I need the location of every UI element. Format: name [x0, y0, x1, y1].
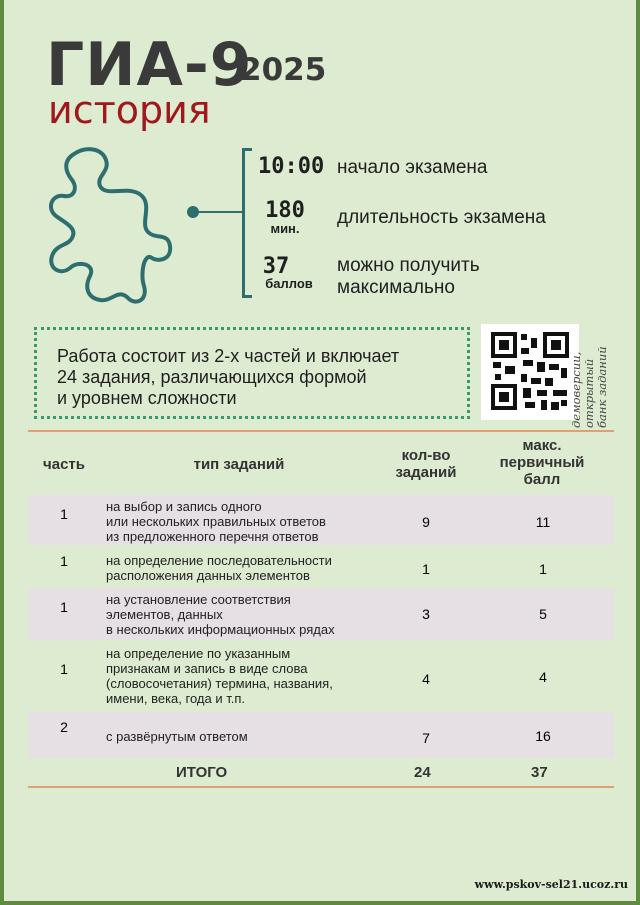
row-count: 4: [422, 671, 430, 687]
row-max: 16: [535, 728, 551, 744]
row-type: на определение последовательности расположения данных элементов: [106, 553, 332, 583]
row-max: 1: [539, 561, 547, 577]
connector-line: [192, 211, 242, 213]
start-time-label: начало экзамена: [337, 157, 488, 178]
col-header-max: макс. первичный балл: [499, 437, 585, 488]
row-max: 5: [539, 606, 547, 622]
total-count: 24: [414, 764, 431, 781]
duration-value: 180: [265, 198, 305, 223]
col-header-count: кол-во заданий: [395, 447, 457, 481]
col-header-part: часть: [43, 456, 85, 473]
table-bottom-rule: [28, 786, 614, 788]
row-type: на установление соответствия элементов, данных в нескольких информационных рядах: [106, 592, 335, 637]
max-score-label: можно получить максимально: [337, 255, 480, 298]
row-type: с развёрнутым ответом: [106, 729, 248, 744]
qr-code[interactable]: [481, 324, 579, 420]
qr-icon: [481, 324, 579, 420]
row-type: на выбор и запись одного или нескольких правильных ответов из предложенного перечня ответов: [106, 499, 326, 544]
max-score-value: 37: [262, 254, 290, 279]
row-count: 3: [422, 606, 430, 622]
duration-unit: мин.: [270, 221, 300, 236]
col-header-type: тип заданий: [193, 456, 285, 473]
row-count: 1: [422, 561, 430, 577]
site-link[interactable]: www.pskov-sel21.ucoz.ru: [474, 878, 628, 891]
row-part: 1: [60, 661, 68, 677]
start-time-value: 10:00: [258, 154, 325, 179]
page-title: ГИА-9: [46, 30, 253, 100]
total-label: ИТОГО: [176, 764, 228, 781]
row-part: 1: [60, 553, 68, 569]
sheet: [4, 0, 636, 901]
demo-link-note[interactable]: демоверсии, открытый банк заданий: [569, 346, 609, 428]
stats-bracket: [242, 148, 252, 298]
row-max: 11: [535, 514, 551, 530]
row-max: 4: [539, 669, 547, 685]
row-count: 7: [422, 730, 430, 746]
year-label: 2025: [240, 52, 327, 88]
info-line: и уровнем сложности: [57, 388, 237, 408]
max-score-unit: баллов: [265, 276, 313, 291]
subject-title: история: [48, 88, 211, 132]
row-type: на определение по указанным признакам и запись в виде слова (словосочетания) термина, названия, имени, века, года и т.п.: [106, 646, 333, 706]
row-count: 9: [422, 514, 430, 530]
info-line: 24 задания, различающихся формой: [57, 367, 367, 387]
table-top-rule: [28, 430, 614, 432]
row-part: 2: [60, 719, 68, 735]
duration-label: длительность экзамена: [337, 207, 546, 228]
row-part: 1: [60, 506, 68, 522]
total-max: 37: [531, 764, 548, 781]
row-part: 1: [60, 599, 68, 615]
puzzle-icon: [44, 142, 174, 312]
info-box: [34, 327, 470, 419]
info-line: Работа состоит из 2-х частей и включает: [57, 346, 400, 366]
